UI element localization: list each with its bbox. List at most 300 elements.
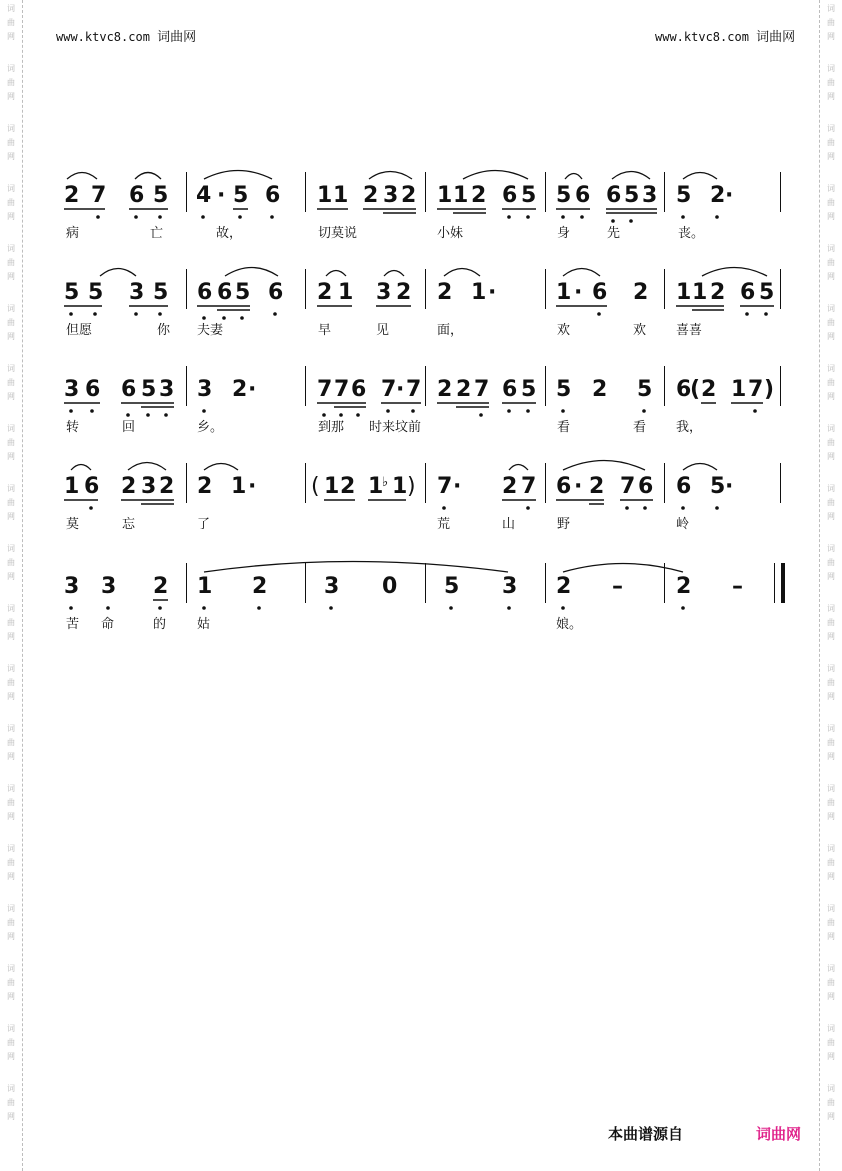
lyric: 莫: [66, 517, 80, 532]
note: 2: [710, 280, 726, 305]
lyric: 病: [66, 226, 80, 241]
note: 3: [64, 574, 80, 599]
lyric: 野: [557, 517, 571, 532]
watermark-char: 词: [827, 4, 835, 13]
note: 6: [84, 474, 100, 499]
watermark-char: 网: [827, 992, 835, 1001]
note: 6: [676, 474, 692, 499]
watermark-char: 词: [827, 124, 835, 133]
note: 5: [521, 183, 537, 208]
lyric: 见: [376, 323, 390, 338]
octave-dot: [715, 215, 719, 219]
watermark-char: 词: [7, 124, 15, 133]
slur: [563, 269, 600, 277]
octave-dot: [386, 409, 390, 413]
note: 2: [592, 377, 608, 402]
watermark-char: 词: [827, 1024, 835, 1033]
watermark-char: 词: [7, 904, 15, 913]
paren: (: [311, 474, 320, 499]
dot: ·: [396, 377, 405, 402]
note: 3: [376, 280, 392, 305]
watermark-char: 曲: [827, 198, 835, 207]
note: 6: [592, 280, 608, 305]
note: 0: [382, 574, 398, 599]
watermark-char: 词: [7, 4, 15, 13]
slur: [509, 465, 528, 471]
dot: ·: [453, 474, 462, 499]
lyric: 身: [557, 226, 571, 241]
watermark-char: 网: [7, 512, 15, 521]
watermark-char: 词: [7, 1024, 15, 1033]
octave-dot: [442, 506, 446, 510]
watermark-char: 曲: [827, 78, 835, 87]
watermark-char: 曲: [7, 618, 15, 627]
slur: [71, 465, 91, 471]
note: 6: [121, 377, 137, 402]
octave-dot: [158, 312, 162, 316]
dot: ·: [248, 377, 257, 402]
lyric: 的: [153, 617, 167, 632]
watermark-char: 网: [7, 752, 15, 761]
slur: [135, 173, 161, 180]
watermark-char: 词: [827, 304, 835, 313]
note: 1: [197, 574, 213, 599]
octave-dot: [329, 606, 333, 610]
note: 6: [502, 377, 518, 402]
watermark-char: 网: [827, 1112, 835, 1121]
slur: [369, 172, 412, 180]
note: 2: [589, 474, 605, 499]
octave-dot: [356, 413, 360, 417]
lyric: 乡。: [197, 420, 224, 435]
watermark-char: 词: [7, 604, 15, 613]
note: 7: [406, 377, 422, 402]
slur: [100, 269, 136, 277]
note: 2: [401, 183, 417, 208]
octave-dot: [134, 312, 138, 316]
note: 1: [324, 474, 340, 499]
dot: ·: [217, 183, 226, 208]
lyric: 亡: [150, 226, 164, 241]
note: 4: [196, 183, 212, 208]
note: 2: [456, 377, 472, 402]
lyric: 时来坟前: [369, 420, 422, 435]
dot: ·: [725, 474, 734, 499]
note: 2: [252, 574, 268, 599]
note: 7: [334, 377, 350, 402]
slur: [683, 173, 717, 180]
lyric: 苦: [66, 617, 80, 632]
note: 2: [159, 474, 175, 499]
note: 6: [676, 377, 692, 402]
lyric: 夫妻: [197, 323, 224, 338]
watermark-char: 曲: [7, 258, 15, 267]
slur: [204, 562, 508, 573]
octave-dot: [69, 312, 73, 316]
note: 7: [91, 183, 107, 208]
paren: ): [407, 474, 416, 499]
watermark-char: 网: [7, 572, 15, 581]
watermark-char: 曲: [827, 1098, 835, 1107]
note: 6: [638, 474, 654, 499]
watermark-char: 词: [827, 724, 835, 733]
watermark-char: 网: [7, 92, 15, 101]
octave-dot: [146, 413, 150, 417]
watermark-char: 词: [827, 184, 835, 193]
watermark-char: 曲: [7, 378, 15, 387]
lyric: 故，: [216, 226, 243, 241]
note: 7: [437, 474, 453, 499]
note: 2: [556, 574, 572, 599]
lyric: 欢: [557, 323, 571, 338]
note: 1: [317, 183, 333, 208]
watermark-char: 曲: [7, 78, 15, 87]
note: 1: [437, 183, 453, 208]
watermark-char: 曲: [827, 918, 835, 927]
note: 1: [471, 280, 487, 305]
octave-dot: [611, 219, 615, 223]
watermark-char: 词: [7, 844, 15, 853]
watermark-char: 词: [7, 64, 15, 73]
note: 1: [368, 474, 384, 499]
note: 6: [85, 377, 101, 402]
watermark-char: 词: [7, 724, 15, 733]
watermark-char: 网: [7, 812, 15, 821]
octave-dot: [240, 316, 244, 320]
note: 2: [437, 377, 453, 402]
dot: ·: [725, 183, 734, 208]
lyric: 面，: [437, 323, 464, 338]
watermark-char: 词: [827, 364, 835, 373]
note: 5: [88, 280, 104, 305]
note: 3: [197, 377, 213, 402]
watermark-char: 网: [827, 752, 835, 761]
watermark-char: 词: [827, 964, 835, 973]
watermark-char: 网: [7, 872, 15, 881]
header-right-url[interactable]: www.ktvc8.com: [655, 30, 749, 44]
lyric: 我，: [676, 420, 703, 435]
watermark-char: 词: [827, 484, 835, 493]
octave-dot: [126, 413, 130, 417]
note: 7: [620, 474, 636, 499]
watermark-char: 网: [827, 812, 835, 821]
watermark-char: 曲: [827, 498, 835, 507]
paren: (: [690, 377, 701, 402]
watermark-char: 词: [827, 1084, 835, 1093]
octave-dot: [164, 413, 168, 417]
octave-dot: [449, 606, 453, 610]
octave-dot: [580, 215, 584, 219]
watermark-char: 曲: [827, 978, 835, 987]
note: 5: [153, 280, 169, 305]
octave-dot: [643, 506, 647, 510]
note: 5: [637, 377, 653, 402]
note: 2: [437, 280, 453, 305]
note: 5: [556, 183, 572, 208]
octave-dot: [89, 506, 93, 510]
watermark-char: 曲: [827, 318, 835, 327]
lyric: 命: [101, 617, 115, 632]
dot: ·: [574, 280, 583, 305]
slur: [204, 171, 272, 180]
watermark-char: 词: [827, 424, 835, 433]
slur: [444, 269, 480, 277]
note: 6: [265, 183, 281, 208]
lyric: 姑: [197, 617, 211, 632]
watermark-char: 网: [7, 932, 15, 941]
note: 7: [748, 377, 764, 402]
watermark-char: 曲: [7, 918, 15, 927]
note: 5: [710, 474, 726, 499]
note: 2: [64, 183, 80, 208]
watermark-char: 曲: [827, 558, 835, 567]
watermark-char: 曲: [7, 438, 15, 447]
watermark-char: 网: [827, 632, 835, 641]
watermark-char: 曲: [7, 1098, 15, 1107]
score-marks: [0, 281, 842, 341]
note: 2: [502, 474, 518, 499]
watermark-char: 词: [827, 844, 835, 853]
flat-sign: ♭: [382, 475, 389, 490]
note: 3: [129, 280, 145, 305]
slur: [563, 461, 645, 471]
octave-dot: [69, 409, 73, 413]
watermark-char: 曲: [7, 558, 15, 567]
watermark-char: 曲: [827, 798, 835, 807]
note: 3: [101, 574, 117, 599]
octave-dot: [479, 413, 483, 417]
watermark-char: 网: [7, 1052, 15, 1061]
header-left-site[interactable]: [56, 26, 196, 45]
note: 3: [383, 183, 399, 208]
watermark-char: 曲: [7, 738, 15, 747]
lyric: 回: [122, 420, 136, 435]
watermark-char: 词: [7, 244, 15, 253]
watermark-char: 网: [7, 32, 15, 41]
header-left-site-name[interactable]: 词曲网: [157, 30, 197, 45]
watermark-char: 网: [827, 1052, 835, 1061]
dash: –: [612, 574, 623, 599]
lyric: 看: [557, 420, 571, 435]
lyric: 忘: [122, 517, 136, 532]
dot: ·: [574, 474, 583, 499]
watermark-char: 词: [827, 784, 835, 793]
octave-dot: [273, 312, 277, 316]
dash: –: [732, 574, 743, 599]
watermark-char: 词: [827, 544, 835, 553]
lyric: 岭: [676, 517, 690, 532]
octave-dot: [561, 409, 565, 413]
watermark-char: 曲: [7, 198, 15, 207]
octave-dot: [507, 606, 511, 610]
watermark-char: 曲: [827, 258, 835, 267]
slur: [326, 271, 346, 277]
octave-dot: [625, 506, 629, 510]
lyric: 看: [633, 420, 647, 435]
score-marks: [0, 475, 842, 535]
watermark-char: 曲: [7, 1038, 15, 1047]
octave-dot: [93, 312, 97, 316]
note: 7: [521, 474, 537, 499]
note: 6: [502, 183, 518, 208]
octave-dot: [745, 312, 749, 316]
score-marks: [0, 575, 842, 635]
octave-dot: [681, 215, 685, 219]
score-marks: [0, 378, 842, 438]
watermark-char: 网: [827, 452, 835, 461]
lyric: 先: [607, 226, 621, 241]
octave-dot: [339, 413, 343, 417]
lyric: 转: [66, 420, 80, 435]
octave-dot: [322, 413, 326, 417]
slur: [67, 173, 97, 180]
note: 5: [64, 280, 80, 305]
slur: [384, 271, 404, 277]
watermark-char: 曲: [827, 18, 835, 27]
note: 3: [141, 474, 157, 499]
note: 2: [710, 183, 726, 208]
note: 6: [351, 377, 367, 402]
watermark-char: 网: [827, 212, 835, 221]
lyric: 丧。: [678, 226, 705, 241]
note: 2: [701, 377, 717, 402]
dot: ·: [248, 474, 257, 499]
watermark-char: 网: [827, 152, 835, 161]
note: 6: [740, 280, 756, 305]
note: 5: [153, 183, 169, 208]
lyric: 但愿: [66, 323, 93, 338]
octave-dot: [202, 316, 206, 320]
lyric: 到那: [318, 420, 345, 435]
octave-dot: [411, 409, 415, 413]
watermark-char: 曲: [7, 678, 15, 687]
watermark-char: 曲: [7, 138, 15, 147]
slur: [128, 463, 166, 471]
octave-dot: [526, 409, 530, 413]
header-right-site[interactable]: [655, 26, 795, 45]
note: 3: [159, 377, 175, 402]
lyric: 你: [157, 323, 171, 338]
watermark-char: 词: [7, 304, 15, 313]
note: 5: [676, 183, 692, 208]
watermark-char: 网: [7, 452, 15, 461]
slur: [702, 268, 767, 277]
lyric: 山: [502, 517, 516, 532]
lyric: 切莫说: [318, 226, 358, 241]
watermark-char: 词: [7, 424, 15, 433]
slur: [225, 268, 278, 277]
footer-brand-link[interactable]: 词曲网: [756, 1125, 802, 1143]
note: 1: [453, 183, 469, 208]
watermark-char: 网: [7, 632, 15, 641]
watermark-char: 曲: [827, 618, 835, 627]
lyric: 早: [318, 323, 332, 338]
octave-dot: [257, 606, 261, 610]
dot: ·: [488, 280, 497, 305]
note: 6: [129, 183, 145, 208]
lyric: 欢: [633, 323, 647, 338]
note: 3: [502, 574, 518, 599]
watermark-char: 网: [7, 392, 15, 401]
watermark-char: 曲: [7, 798, 15, 807]
paren: ): [764, 377, 775, 402]
note: 5: [624, 183, 640, 208]
header-right-site-name[interactable]: 词曲网: [756, 30, 796, 45]
octave-dot: [158, 606, 162, 610]
note: 5: [235, 280, 251, 305]
watermark-char: 网: [7, 272, 15, 281]
octave-dot: [681, 506, 685, 510]
note: 1: [556, 280, 572, 305]
note: 3: [64, 377, 80, 402]
note: 5: [233, 183, 249, 208]
watermark-char: 网: [827, 692, 835, 701]
note: 5: [556, 377, 572, 402]
watermark-char: 网: [7, 152, 15, 161]
octave-dot: [202, 409, 206, 413]
slur: [683, 464, 717, 471]
octave-dot: [561, 606, 565, 610]
watermark-char: 网: [827, 32, 835, 41]
note: 7: [474, 377, 490, 402]
watermark-char: 曲: [7, 18, 15, 27]
note: 2: [232, 377, 248, 402]
watermark-char: 曲: [827, 1038, 835, 1047]
watermark-char: 词: [7, 364, 15, 373]
note: 2: [340, 474, 356, 499]
watermark-char: 网: [827, 572, 835, 581]
octave-dot: [270, 215, 274, 219]
header-left-url[interactable]: www.ktvc8.com: [56, 30, 150, 44]
note: 6: [606, 183, 622, 208]
slur: [463, 171, 528, 180]
lyric: 荒: [437, 517, 451, 532]
octave-dot: [681, 606, 685, 610]
octave-dot: [597, 312, 601, 316]
octave-dot: [134, 215, 138, 219]
note: 1: [231, 474, 247, 499]
watermark-char: 词: [827, 904, 835, 913]
note: 2: [633, 280, 649, 305]
octave-dot: [629, 219, 633, 223]
slur: [565, 174, 582, 180]
watermark-char: 网: [7, 1112, 15, 1121]
slur: [204, 464, 238, 471]
watermark-char: 曲: [827, 378, 835, 387]
watermark-char: 词: [7, 784, 15, 793]
watermark-char: 曲: [7, 318, 15, 327]
note: 3: [324, 574, 340, 599]
octave-dot: [202, 606, 206, 610]
watermark-char: 网: [7, 992, 15, 1001]
watermark-char: 曲: [7, 498, 15, 507]
watermark-char: 网: [7, 332, 15, 341]
note: 6: [556, 474, 572, 499]
note: 7: [381, 377, 397, 402]
note: 1: [338, 280, 354, 305]
watermark-char: 网: [827, 512, 835, 521]
lyric: 喜喜: [676, 323, 703, 338]
note: 2: [153, 574, 169, 599]
octave-dot: [158, 215, 162, 219]
footer-source-label: 本曲谱源自: [608, 1125, 684, 1143]
watermark-char: 曲: [827, 678, 835, 687]
note: 2: [197, 474, 213, 499]
watermark-char: 曲: [827, 858, 835, 867]
lyric: 娘。: [556, 617, 583, 632]
note: 7: [317, 377, 333, 402]
octave-dot: [507, 215, 511, 219]
